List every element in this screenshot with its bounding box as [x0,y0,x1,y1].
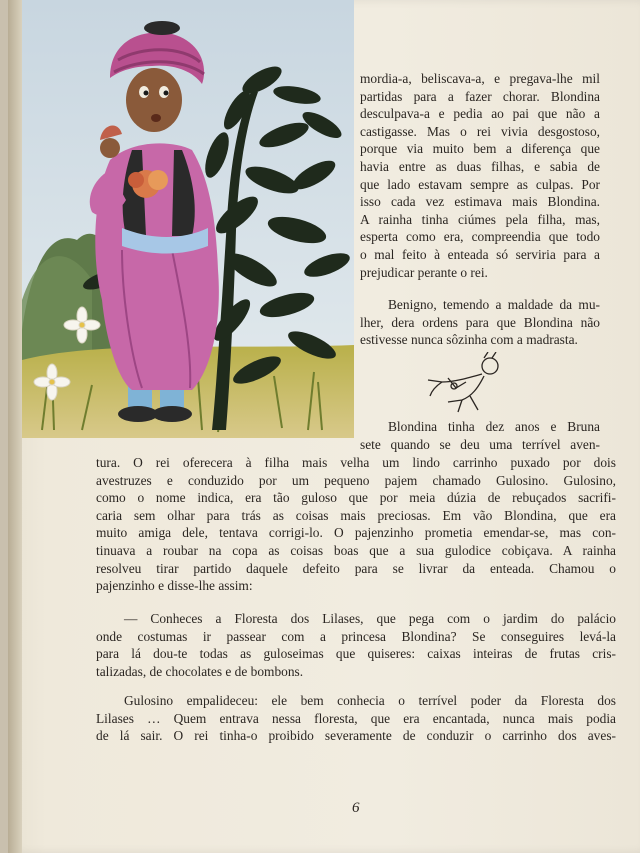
text-line: lher, dera ordens para que Blondina não [360,314,600,330]
text-line: talizadas, de chocolates e de bombons. [96,663,304,679]
ornament-running-pageboy [418,352,518,416]
text-line: tinuava a roubar na copa as coisas boas que a sua gulodice cobiçava. A rainha [96,542,616,558]
text-line: — Conheces a Floresta dos Lilases, que pega com o jardim do palácio [124,611,616,626]
illustration-boy-in-turban [22,0,354,438]
text-line: isso cada vez estimava mais Blondina. [360,194,600,210]
right-column-paragraph-2 [360,296,600,349]
text-line: Lilases … Quem entrava nessa floresta, que era encantada, nunca mais podia [96,710,616,726]
right-column-paragraph-1 [360,70,600,281]
text-line: sete quando se deu uma terrível aven- [360,436,600,452]
text-line: Benigno, temendo a maldade da mu- [388,297,600,312]
text-line: mordia-a, beliscava-a, e pregava-lhe mil [360,71,600,86]
text-line: estivesse nunca sôzinha com a madrasta. [360,332,578,348]
text-line: como o nome indica, era tão guloso que por meia dúzia de rebuçados sacrifi- [96,490,616,506]
full-paragraph-2 [96,610,616,680]
text-line: partidas para a fazer chorar. Blondina [360,88,600,104]
text-line: A rainha tinha ciúmes pela filha, mas, [360,211,600,227]
text-line: porque via muito bem a diferença que [360,141,600,157]
book-page [8,0,640,853]
full-paragraph-3 [96,692,616,745]
text-line: resolveu tirar partido daquele defeito para se livrar da enteada. Chamou o [96,560,616,576]
text-line: esperta como era, compreendia que todo [360,229,600,245]
text-line: que lado estavam sempre as culpas. Por [360,176,600,192]
page-number: 6 [352,800,360,816]
text-line: prejudicar perante o rei. [360,264,488,280]
text-line: onde costumas ir passear com a princesa Blondina? Se conseguires levá-la [96,628,616,644]
text-line: de lá sair. O rei tinha-o proibido severamente de conduzir o carrinho dos aves- [96,728,616,744]
right-column-paragraph-3 [360,418,600,453]
full-paragraph-1 [96,454,616,595]
book-spine [8,0,22,853]
text-line: para lá dou-te todas as guloseimas que quiseres: caixas inteiras de frutas cris- [96,646,616,662]
text-line: muito amiga dele, tentava corrigi-lo. O pajenzinho prometia emendar-se, mas con- [96,525,616,541]
text-line: caria sem olhar para trás as coisas mais preciosas. Em vão Blondina, que era [96,507,616,523]
text-line: tura. O rei oferecera à filha mais velha um lindo carrinho puxado por dois [96,455,616,470]
text-line: avestruzes e conduzido por um pequeno pajem chamado Gulosino. Gulosino, [96,472,616,488]
text-line: castigasse. Mas o rei vivia desgostoso, [360,123,600,139]
text-line: o mal feito à enteada só serviria para a [360,246,600,262]
text-line: desculpava-a e pedia ao pai que não a [360,106,600,122]
text-line: pajenzinho e disse-lhe assim: [96,578,253,594]
text-line: Blondina tinha dez anos e Bruna [388,419,600,434]
text-line: Gulosino empalideceu: ele bem conhecia o terrível poder da Floresta dos [124,693,616,708]
text-line: havia entre as duas filhas, e sabia de [360,158,600,174]
